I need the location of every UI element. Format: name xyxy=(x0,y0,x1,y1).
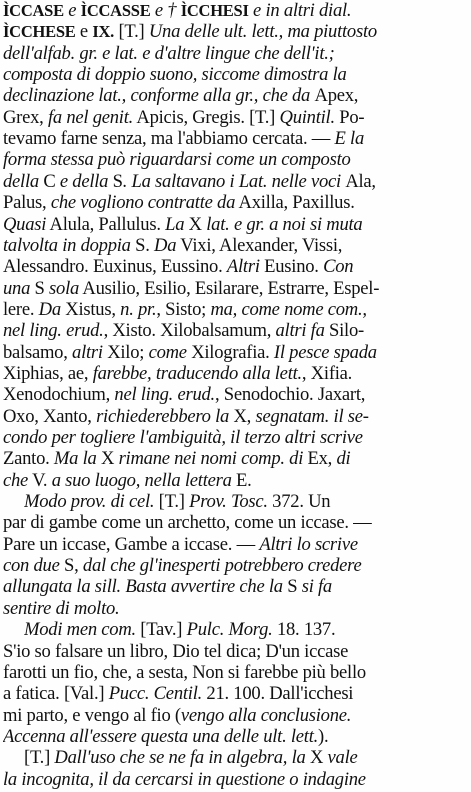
text-segment: [T.] xyxy=(114,21,149,43)
italic-text: condo per togliere l'ambiguità, il terzo altri scrive xyxy=(3,427,363,448)
italic-text: e xyxy=(63,0,81,21)
italic-text: e della xyxy=(55,170,113,192)
text-segment: Eusino. xyxy=(259,256,324,278)
text-segment: Po- xyxy=(334,106,365,128)
italic-text: Modi men com. xyxy=(24,619,136,641)
text-segment: tevamo farne senza, ma l'abbiamo cercata. — xyxy=(3,128,335,150)
text-segment: lere. xyxy=(3,298,39,320)
italic-text: Pucc. Centil. xyxy=(108,683,203,705)
text-segment: Pare un iccase, Gambe a iccase. — xyxy=(3,533,260,555)
italic-text: altri xyxy=(72,341,103,363)
italic-text: ma, come nome com., xyxy=(210,298,367,320)
text-segment: Xilografia. xyxy=(186,341,274,363)
italic-text: Da xyxy=(38,298,61,320)
text-segment: Ausilio, Esilio, Esilarare, Estrarre, Espel- xyxy=(79,277,380,299)
text-segment: E. xyxy=(231,469,252,491)
headword: ÌCCHESI xyxy=(180,1,249,20)
text-segment: C xyxy=(43,170,56,192)
headword: IX. xyxy=(92,22,115,42)
italic-text: talvolta in doppia xyxy=(3,234,131,256)
italic-text: segnatam. il se- xyxy=(255,405,369,427)
text-segment: 18. 137. xyxy=(272,619,336,641)
text-line xyxy=(3,768,466,792)
italic-text: n. pr. xyxy=(120,298,157,320)
italic-text: Da xyxy=(154,234,177,256)
italic-text: Quintil. xyxy=(279,106,335,128)
italic-text: Altri xyxy=(226,256,260,278)
italic-text: Quasi xyxy=(3,213,47,235)
text-segment: mi parto, e vengo al fio ( xyxy=(3,704,181,726)
italic-text: come xyxy=(148,341,187,363)
italic-text: declinazione lat., conforme alla gr., che da xyxy=(3,85,315,107)
italic-text: vengo alla conclusione. xyxy=(180,704,352,726)
text-segment: 21. 100. Dall'icchesi xyxy=(202,683,354,705)
italic-text: E la xyxy=(334,128,364,150)
headword: ÌCCASE xyxy=(3,1,64,20)
text-segment: Alessandro. Euxinus, Eussino. xyxy=(3,256,227,278)
italic-text: rimane nei nomi comp. di xyxy=(118,448,304,470)
text-segment: [T.] xyxy=(154,491,190,513)
text-segment: S'io so falsare un libro, Dio tel dica; D'un iccase xyxy=(3,640,349,662)
text-segment: Xenodochium, xyxy=(3,384,115,406)
headword: ÌCCHESE xyxy=(3,22,76,42)
headword: ÌCCASSE xyxy=(80,1,151,20)
italic-text: Pulc. Morg. xyxy=(186,619,273,641)
italic-text: altri fa xyxy=(275,320,325,342)
italic-text: e † xyxy=(150,0,181,21)
text-segment: Apex, xyxy=(314,85,359,107)
text-segment: Apicis, Gregis. [T.] xyxy=(133,106,280,128)
italic-text: di xyxy=(336,448,351,470)
italic-text: a suo luogo, nella lettera xyxy=(51,469,232,491)
italic-text: una xyxy=(3,277,31,299)
text-segment: [T.] xyxy=(24,747,55,769)
text-segment: X xyxy=(96,448,119,470)
italic-text: la incognita, il da cercarsi in questione o indagine xyxy=(3,768,366,790)
text-segment: Oxo, Xanto, xyxy=(3,405,97,427)
text-segment: X xyxy=(305,747,328,769)
italic-text: Altri lo scrive xyxy=(259,533,358,555)
text-segment: ). xyxy=(318,725,329,747)
italic-text: nel ling. erud. xyxy=(114,384,215,406)
text-segment: X xyxy=(184,213,207,235)
italic-text: fa nel genit. xyxy=(47,106,134,128)
text-segment: Vixi, Alexander, Vissi, xyxy=(176,234,343,256)
italic-text: sentire di molto. xyxy=(3,597,120,619)
italic-text: vale xyxy=(327,747,358,769)
italic-text: lat. e gr. a noi si muta xyxy=(206,213,363,235)
italic-text: Dall'uso che se ne fa in algebra, la xyxy=(54,747,306,769)
text-segment: farotti un fio, che, a sesta, Non si farebbe più bello xyxy=(3,661,366,683)
text-segment: par di gambe come un archetto, come un iccase. — xyxy=(3,512,372,534)
italic-text: che vogliono contratte da xyxy=(50,192,236,214)
text-segment: Xiphias, ae, xyxy=(3,362,93,384)
text-segment: Xistus, xyxy=(60,298,121,320)
italic-text: forma stessa può riguardarsi come un composto xyxy=(3,149,351,171)
text-segment: Alula, Pallulus. xyxy=(46,213,166,235)
text-segment: a fatica. [Val.] xyxy=(3,683,109,705)
italic-text: allungata la sill. Basta avvertire che la xyxy=(3,576,283,598)
text-segment: S xyxy=(30,277,50,299)
text-segment: S. xyxy=(130,234,155,256)
italic-text: Prov. Tosc. xyxy=(189,491,268,513)
text-segment: S xyxy=(112,170,123,192)
text-segment: Xilo; xyxy=(102,341,149,363)
italic-text: dell'alfab. gr. e lat. e d'altre lingue che dell'it.; xyxy=(3,42,335,64)
italic-text: composta di doppio suono, siccome dimostra la xyxy=(3,64,347,86)
italic-text: Modo prov. di cel. xyxy=(24,491,155,513)
text-segment: Ex, xyxy=(303,448,337,470)
text-segment: Ala, xyxy=(345,170,376,192)
italic-text: della xyxy=(3,170,44,192)
italic-text: farebbe, traducendo alla lett. xyxy=(92,362,302,384)
text-segment: e xyxy=(75,21,93,43)
italic-text: Ma la xyxy=(53,448,97,470)
italic-text: sola xyxy=(49,277,80,299)
text-segment: , Xifia. xyxy=(301,362,353,384)
text-segment: , Xisto. Xilobalsamum, xyxy=(103,320,276,342)
text-segment: balsamo, xyxy=(3,341,73,363)
text-segment: , Sisto; xyxy=(156,298,211,320)
text-segment: Silo- xyxy=(324,320,364,342)
text-segment: Grex, xyxy=(3,106,48,128)
text-segment: Palus, xyxy=(3,192,51,214)
italic-text: nel ling. erud. xyxy=(3,320,104,342)
text-segment: Axilla, Paxillus. xyxy=(235,192,355,214)
italic-text: richiederebbero la xyxy=(96,405,230,427)
text-segment: S, xyxy=(59,555,83,577)
italic-text: La xyxy=(165,213,185,235)
italic-text: Una delle ult. lett., ma piuttosto xyxy=(148,21,377,43)
text-segment: , Senodochio. Jaxart, xyxy=(214,384,366,406)
italic-text: Il pesce spada xyxy=(273,341,377,363)
text-segment: V. xyxy=(28,469,52,491)
text-segment: 372. Un xyxy=(267,491,331,513)
italic-text: Accenna all'essere questa una delle ult. lett. xyxy=(3,725,319,747)
text-segment: [Tav.] xyxy=(135,619,187,641)
text-segment: S xyxy=(282,576,302,598)
italic-text: che xyxy=(3,469,29,491)
italic-text: si fa xyxy=(301,576,332,598)
italic-text: Con xyxy=(323,256,354,278)
italic-text: con due xyxy=(3,555,60,577)
text-segment: Zanto. xyxy=(3,448,54,470)
italic-text: dal che gl'inesperti potrebbero credere xyxy=(82,555,362,577)
italic-text: . La saltavano i Lat. nelle voci xyxy=(122,170,346,192)
text-segment: X, xyxy=(229,405,256,427)
italic-text: e in altri dial. xyxy=(248,0,352,21)
